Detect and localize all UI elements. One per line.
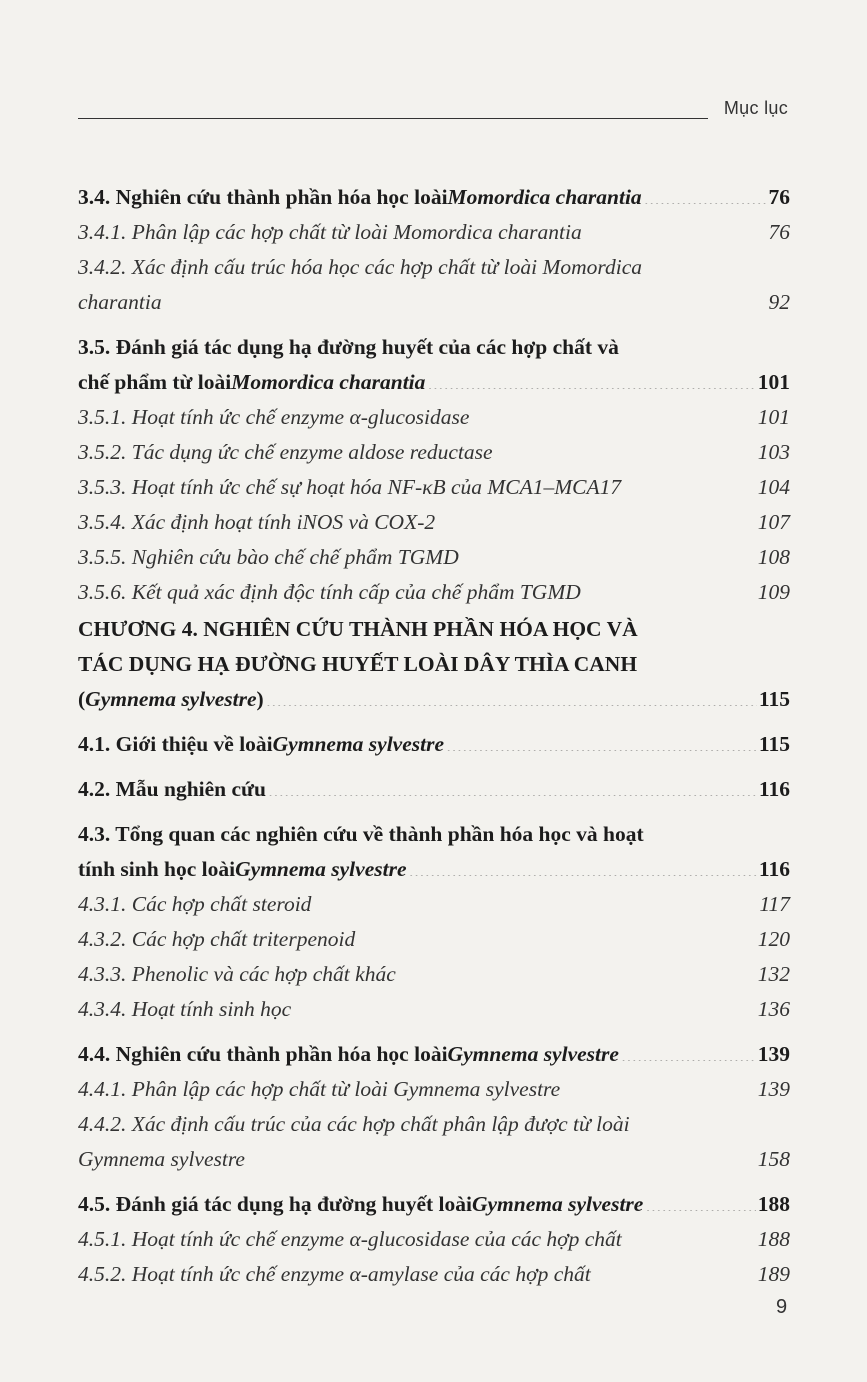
toc-entry-4-3[interactable]: 4.3. Tổng quan các nghiên cứu về thành phần hóa học và hoạt tính sinh học loài Gymnema sylvestre ..... 116 [78,817,790,887]
toc-entry-4-5[interactable]: 4.5. Đánh giá tác dụng hạ đường huyết loài Gymnema sylvestre ..... 188 [78,1187,790,1222]
toc-entry-3-5-3[interactable]: 3.5.3. Hoạt tính ức chế sự hoạt hóa NF-κB của MCA1–MCA17 ..... 104 [78,470,790,505]
header-title: Mục lục [723,98,788,118]
toc-entry-3-5-1[interactable]: 3.5.1. Hoạt tính ức chế enzyme α-glucosidase ..... 101 [78,400,790,435]
toc-entry-4-4-1[interactable]: 4.4.1. Phân lập các hợp chất từ loài Gymnema sylvestre ..... 139 [78,1072,790,1107]
toc-entry-3-4-2[interactable]: 3.4.2. Xác định cấu trúc hóa học các hợp chất từ loài Momordica charantia ..... 92 [78,250,790,320]
running-header [78,98,790,122]
toc-entry-3-5-5[interactable]: 3.5.5. Nghiên cứu bào chế chế phẩm TGMD ..... 108 [78,540,790,575]
toc-entry-4-1[interactable]: 4.1. Giới thiệu về loài Gymnema sylvestre ..... 115 [78,727,790,762]
toc-entry-4-3-4[interactable]: 4.3.4. Hoạt tính sinh học ..... 136 [78,992,790,1027]
toc-entry-3-4[interactable]: 3.4. Nghiên cứu thành phần hóa học loài Momordica charantia ..... 76 [78,180,790,215]
toc-entry-4-4-2[interactable]: 4.4.2. Xác định cấu trúc của các hợp chất phân lập được từ loài Gymnema sylvestre ..... 158 [78,1107,790,1177]
toc-entry-4-5-2[interactable]: 4.5.2. Hoạt tính ức chế enzyme α-amylase của các hợp chất ..... 189 [78,1257,790,1292]
page-number: 9 [776,1296,788,1318]
toc-entry-4-3-3[interactable]: 4.3.3. Phenolic và các hợp chất khác ..... 132 [78,957,790,992]
toc-entry-4-2[interactable]: 4.2. Mẫu nghiên cứu ..... 116 [78,772,790,807]
toc-entry-chapter-4[interactable]: CHƯƠNG 4. NGHIÊN CỨU THÀNH PHẦN HÓA HỌC VÀ TÁC DỤNG HẠ ĐƯỜNG HUYẾT LOÀI DÂY THÌA CANH ( Gymnema sylvestre ) ..... 115 [78,612,790,717]
toc-entry-4-4[interactable]: 4.4. Nghiên cứu thành phần hóa học loài Gymnema sylvestre ..... 139 [78,1037,790,1072]
toc-entry-4-3-1[interactable]: 4.3.1. Các hợp chất steroid ..... 117 [78,887,790,922]
table-of-contents [78,180,790,1292]
toc-entry-3-5[interactable]: 3.5. Đánh giá tác dụng hạ đường huyết của các hợp chất và chế phẩm từ loài Momordica charantia ..... 101 [78,330,790,400]
toc-entry-3-5-6[interactable]: 3.5.6. Kết quả xác định độc tính cấp của chế phẩm TGMD ..... 109 [78,575,790,610]
toc-entry-3-5-2[interactable]: 3.5.2. Tác dụng ức chế enzyme aldose reductase ..... 103 [78,435,790,470]
toc-entry-4-3-2[interactable]: 4.3.2. Các hợp chất triterpenoid ..... 120 [78,922,790,957]
toc-entry-3-4-1[interactable]: 3.4.1. Phân lập các hợp chất từ loài Momordica charantia ..... 76 [78,215,790,250]
toc-entry-4-5-1[interactable]: 4.5.1. Hoạt tính ức chế enzyme α-glucosidase của các hợp chất ..... 188 [78,1222,790,1257]
header-rule [78,118,708,119]
toc-entry-3-5-4[interactable]: 3.5.4. Xác định hoạt tính iNOS và COX-2 ..... 107 [78,505,790,540]
